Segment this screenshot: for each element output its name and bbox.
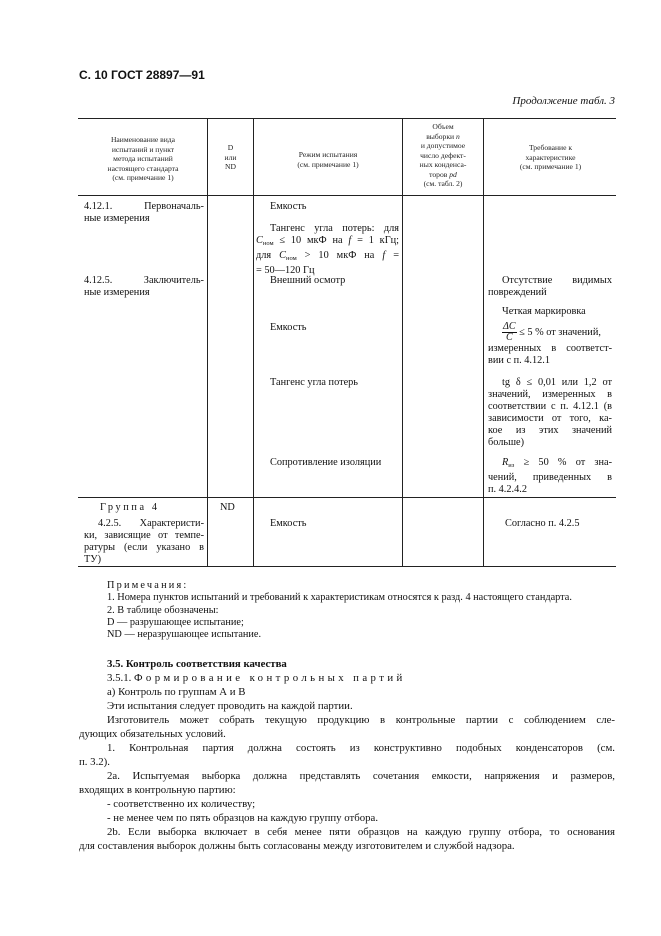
text-line: Изготовитель может собрать текущую продукцию в контрольные партии с соблюдением сле- xyxy=(107,714,615,726)
text-line: 2b. Если выборка включает в себя менее пяти образцов на каждую группу отбора, то основания xyxy=(107,826,615,838)
table-group-rule xyxy=(78,497,616,498)
cell-line: ные измерения xyxy=(84,213,150,224)
row-4125-insulation: Сопротивление изоляции xyxy=(270,457,382,468)
paragraph-p3 xyxy=(79,741,615,769)
col-header-line: Объем xyxy=(432,122,454,131)
row-4121-name xyxy=(84,201,204,225)
cell-line: ки, зависящие от темпе- xyxy=(84,530,204,541)
table-top-rule xyxy=(78,118,616,119)
col-header-line: (см. примечание 1) xyxy=(297,159,359,169)
col-header-line: характеристике xyxy=(525,152,576,162)
note-2: 2. В таблице обозначены: xyxy=(107,604,219,616)
cell-line: соответствии с п. 4.12.1 (в xyxy=(488,401,612,412)
row-4125-insulation-req xyxy=(488,457,612,496)
cell-line: чений, приведенных в xyxy=(488,472,612,483)
col-header-line: D xyxy=(227,143,234,152)
subsection-heading xyxy=(107,671,406,685)
col-header-requirement xyxy=(485,143,616,172)
cell-line: кое из этих значений xyxy=(488,425,612,436)
row-4121-capacitance: Емкость xyxy=(270,201,307,212)
col-header-dnd xyxy=(208,143,253,172)
text-line: п. 3.2). xyxy=(79,756,110,768)
text-line: 1. Контрольная партия должна состоять из конструктивно подобных конденсаторов (см. xyxy=(107,742,615,754)
text-line: 2а. Испытуемая выборка должна представлять сочетания емкости, напряжения и размеров, xyxy=(107,770,615,782)
group-4-label: Группа 4 xyxy=(100,502,160,513)
row-425-req: Согласно п. 4.2.5 xyxy=(505,518,580,529)
col-header-mode xyxy=(255,150,401,169)
text-line: дующих обязательных условий. xyxy=(79,728,226,740)
text-line: входящих в контрольную партию: xyxy=(79,784,236,796)
cell-line: для $C_{ном} > 10$ мкФ на f = xyxy=(256,250,400,262)
row-4125-tangent-req xyxy=(488,377,612,449)
subsection-title: Формирование контрольных партий xyxy=(134,672,406,684)
note-d: D — разрушающее испытание; xyxy=(107,616,244,628)
note-nd: ND — неразрушающее испытание. xyxy=(107,629,262,641)
col-divider-1 xyxy=(207,118,208,566)
col-header-line: или xyxy=(224,152,237,162)
paragraph-p5 xyxy=(79,825,615,853)
cell-line: $R_{из} \ge 50$ % от зна- xyxy=(502,457,612,469)
col-header-line: (см. примечание 1) xyxy=(112,173,174,182)
cell-line: = 50—120 Гц xyxy=(256,265,315,276)
page-header: С. 10 ГОСТ 28897—91 xyxy=(79,68,205,82)
paragraph-a: а) Контроль по группам А и В xyxy=(107,686,246,698)
group-4-dnd: ND xyxy=(220,502,235,513)
col-header-test-name xyxy=(82,135,204,183)
col-header-line: Режим испытания xyxy=(298,150,358,159)
col-header-line: метода испытаний xyxy=(113,154,173,163)
notes xyxy=(107,580,572,641)
col-divider-4 xyxy=(483,118,484,566)
bullet-2: - не менее чем по пять образцов на каждую группу отбора. xyxy=(107,812,379,824)
cell-line: Отсутствие видимых xyxy=(502,275,612,286)
cell-line: зависимости от того, ка- xyxy=(488,413,612,424)
col-divider-2 xyxy=(253,118,254,566)
row-4125-visual: Внешний осмотр xyxy=(270,275,346,286)
text-line: для составления выборок должны быть согласованы между изготовителем и службой надзора. xyxy=(79,840,515,852)
col-header-line: (см. табл. 2) xyxy=(423,179,463,188)
cell-line: 4.12.5. Заключитель- xyxy=(84,275,204,286)
paragraph-p2 xyxy=(79,713,615,741)
col-header-line: ных конденса- xyxy=(419,160,467,169)
cell-line: Тангенс угла потерь: для xyxy=(270,223,399,234)
col-header-line: (см. примечание 1) xyxy=(519,162,582,171)
bullet-1: - соответственно их количеству; xyxy=(107,798,256,810)
cell-line: 4.2.5. Характеристи- xyxy=(98,518,204,529)
col-header-line: и допустимое xyxy=(420,141,466,150)
col-header-line: выборки n xyxy=(426,131,460,141)
cell-line: вии с п. 4.12.1 xyxy=(488,355,551,366)
row-4125-marking-req: Четкая маркировка xyxy=(502,306,586,317)
paragraph-p4 xyxy=(79,769,615,797)
row-425-mode: Емкость xyxy=(270,518,307,529)
table-bottom-rule xyxy=(78,566,616,567)
row-4125-capacitance-req xyxy=(488,322,612,367)
col-header-line: ND xyxy=(225,162,236,171)
note-1: 1. Номера пунктов испытаний и требований к характеристикам относятся к разд. 4 настоящего стандарта. xyxy=(107,592,572,604)
cell-line: ТУ) xyxy=(84,554,102,565)
cell-line: измеренных в соответст- xyxy=(488,343,612,354)
cell-line: ратуры (если указано в xyxy=(84,542,204,553)
cell-line: больше) xyxy=(488,437,525,448)
col-header-line: Требование к xyxy=(528,143,573,152)
cell-line: $C_{ном} \le 10$ мкФ на f = 1 кГц; xyxy=(256,235,400,247)
col-header-line: число дефект- xyxy=(420,150,466,160)
paragraph-p1: Эти испытания следует проводить на каждой партии. xyxy=(107,700,353,712)
row-4125-visual-req xyxy=(488,275,612,299)
col-header-line: испытаний и пункт xyxy=(111,144,175,154)
subsection-number: 3.5.1. xyxy=(107,672,132,684)
notes-title: Примечания: xyxy=(107,580,189,591)
cell-line: $\frac{\Delta C}{C}$ ≤ 5 % от значений, xyxy=(503,321,601,343)
row-425-name xyxy=(84,518,204,566)
cell-line: 4.12.1. Первоначаль- xyxy=(84,201,204,212)
row-4125-tangent: Тангенс угла потерь xyxy=(270,377,358,388)
col-header-line: Наименование вида xyxy=(110,135,176,144)
col-header-sample xyxy=(403,122,483,189)
section-heading: 3.5. Контроль соответствия качества xyxy=(107,658,287,670)
row-4125-name xyxy=(84,275,204,299)
cell-line: повреждений xyxy=(488,287,547,298)
col-header-line: торов pd xyxy=(429,169,457,179)
col-header-line: настоящего стандарта xyxy=(107,163,179,173)
delta-c-over-c: $\frac{\Delta C}{C}$ xyxy=(503,321,516,343)
table-header-rule xyxy=(78,195,616,196)
cell-line: ные измерения xyxy=(84,287,150,298)
row-4125-capacitance: Емкость xyxy=(270,322,307,333)
row-4121-tangent xyxy=(256,223,399,277)
table-continued-label: Продолжение табл. 3 xyxy=(512,95,615,107)
cell-line: п. 4.2.4.2 xyxy=(488,484,527,495)
cell-line: значений, измеренных в xyxy=(488,389,612,400)
cell-line: tg δ ≤ 0,01 или 1,2 от xyxy=(502,377,612,388)
